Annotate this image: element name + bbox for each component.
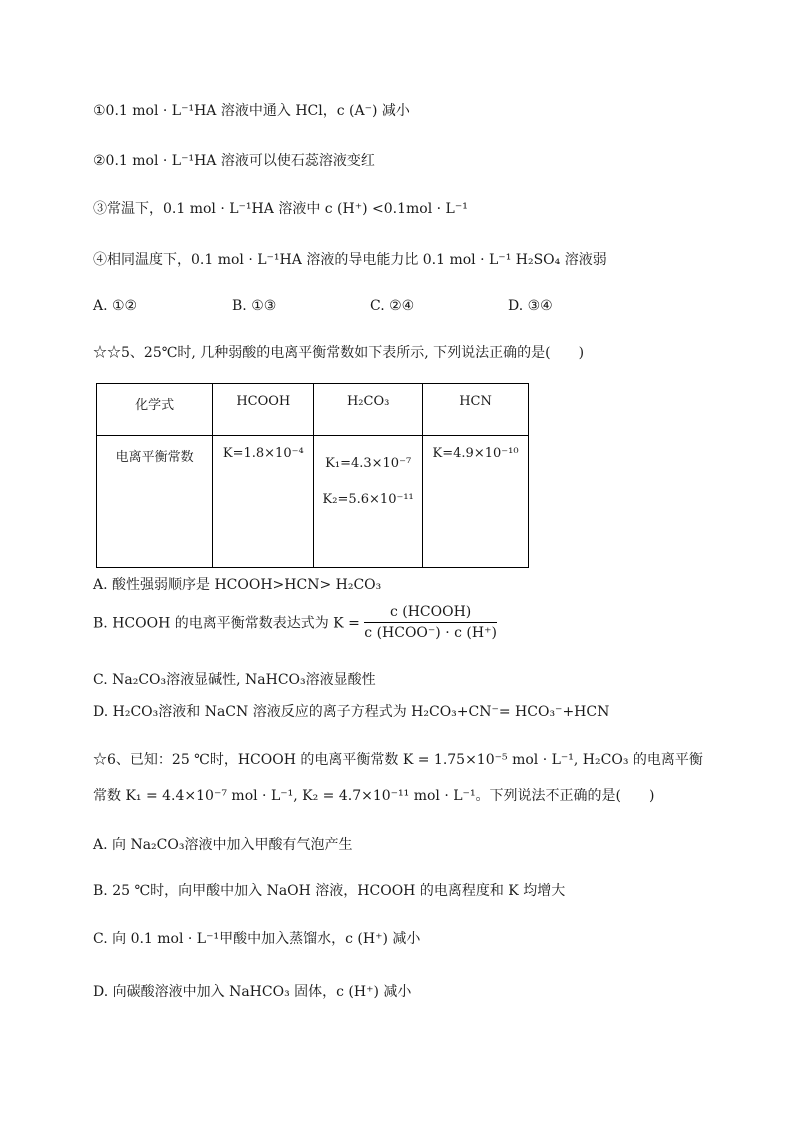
table-cell-hcn-k: K=4.9×10⁻¹⁰ (423, 436, 529, 568)
q5-option-c: C. Na₂CO₃溶液显碱性, NaHCO₃溶液显酸性 (93, 672, 376, 688)
q4-option-a: A. ①② (93, 298, 138, 314)
table-header-formula: 化学式 (97, 384, 213, 436)
q4-option-b: B. ①③ (232, 298, 277, 314)
q6-stem-line-1: ☆6、已知：25 ℃时，HCOOH 的电离平衡常数 K = 1.75×10⁻⁵ mol · L⁻¹, H₂CO₃ 的电离平衡 (93, 752, 703, 768)
table-header-hcn: HCN (423, 384, 529, 436)
q6-option-b: B. 25 ℃时，向甲酸中加入 NaOH 溶液，HCOOH 的电离程度和 K 均增大 (93, 883, 566, 899)
table-header-hcooh: HCOOH (213, 384, 314, 436)
table-cell-hcooh-k: K=1.8×10⁻⁴ (213, 436, 314, 568)
q5-option-d: D. H₂CO₃溶液和 NaCN 溶液反应的离子方程式为 H₂CO₃+CN⁻= HCO₃⁻+HCN (93, 704, 610, 720)
q5-option-b (93, 604, 497, 641)
table-cell-h2co3-k2: K₂=5.6×10⁻¹¹ (322, 492, 414, 507)
q4-options (93, 298, 693, 318)
table-row-label: 电离平衡常数 (97, 436, 213, 568)
statement-1: ①0.1 mol · L⁻¹HA 溶液中通入 HCl，c (A⁻) 减小 (93, 103, 410, 119)
q6-option-a: A. 向 Na₂CO₃溶液中加入甲酸有气泡产生 (93, 837, 353, 853)
q6-option-c: C. 向 0.1 mol · L⁻¹甲酸中加入蒸馏水，c (H⁺) 减小 (93, 931, 421, 947)
fraction-denominator: c (HCOO⁻) · c (H⁺) (364, 625, 497, 641)
statement-3: ③常温下，0.1 mol · L⁻¹HA 溶液中 c (H⁺) <0.1mol · L⁻¹ (93, 201, 468, 217)
q5-option-b-prefix: B. HCOOH 的电离平衡常数表达式为 K = (93, 615, 360, 632)
statement-4: ④相同温度下，0.1 mol · L⁻¹HA 溶液的导电能力比 0.1 mol · L⁻¹ H₂SO₄ 溶液弱 (93, 252, 607, 268)
table-header-h2co3: H₂CO₃ (314, 384, 423, 436)
table-cell-h2co3-k1: K₁=4.3×10⁻⁷ (325, 456, 412, 471)
q4-option-c: C. ②④ (370, 298, 415, 314)
q5-option-b-fraction (364, 604, 497, 641)
q5-option-a: A. 酸性强弱顺序是 HCOOH>HCN> H₂CO₃ (93, 577, 382, 593)
q6-stem-line-2: 常数 K₁ = 4.4×10⁻⁷ mol · L⁻¹, K₂ = 4.7×10⁻¹¹ mol · L⁻¹。下列说法不正确的是( ) (93, 788, 655, 804)
q4-option-d: D. ③④ (508, 298, 553, 314)
q5-stem: ☆☆5、25℃时, 几种弱酸的电离平衡常数如下表所示, 下列说法正确的是( ) (93, 345, 585, 361)
fraction-numerator: c (HCOOH) (364, 604, 497, 623)
statement-2: ②0.1 mol · L⁻¹HA 溶液可以使石蕊溶液变红 (93, 153, 375, 169)
ionization-constant-table (96, 383, 529, 568)
table-cell-h2co3 (314, 436, 423, 568)
q6-option-d: D. 向碳酸溶液中加入 NaHCO₃ 固体，c (H⁺) 减小 (93, 984, 412, 1000)
